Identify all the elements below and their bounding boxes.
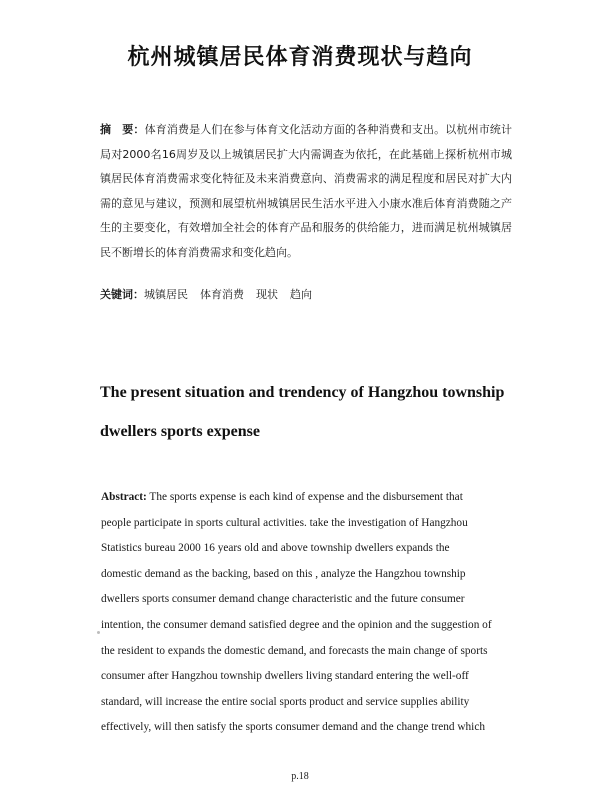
page-number: p.18: [291, 771, 309, 782]
english-title-line-2: dwellers sports expense: [100, 423, 260, 440]
english-abstract: [101, 485, 521, 741]
english-abstract-text: The sports expense is each kind of expense and the disbursement that: [146, 491, 463, 503]
english-abstract-label: Abstract:: [101, 491, 147, 503]
chinese-keywords-label: 关键词：: [100, 288, 144, 301]
english-abstract-line: [101, 485, 521, 511]
chinese-abstract: [100, 118, 512, 265]
english-title: [100, 373, 530, 451]
english-title-line-1: The present situation and trendency of Hangzhou township: [100, 384, 505, 401]
keyword-item: 体育消费: [200, 288, 244, 301]
english-abstract-line: dwellers sports consumer demand change characteristic and the future consumer: [101, 593, 465, 606]
english-abstract-line: effectively, will then satisfy the sports consumer demand and the change trend which: [101, 721, 485, 734]
english-abstract-line: standard, will increase the entire social sports product and service supplies ability: [101, 695, 470, 708]
english-abstract-line: people participate in sports cultural activities. take the investigation of Hangzhou: [101, 516, 468, 529]
english-abstract-line: the resident to expands the domestic demand, and forecasts the main change of sports: [101, 644, 488, 657]
chinese-keywords: [100, 286, 512, 302]
english-abstract-line: intention, the consumer demand satisfied degree and the opinion and the suggestion of: [101, 618, 492, 631]
chinese-abstract-label: 摘 要：: [100, 123, 145, 136]
chinese-abstract-text: 体育消费是人们在参与体育文化活动方面的各种消费和支出。以杭州市统计局对2000名16周岁及以上城镇居民扩大内需调查为依托，在此基础上探析杭州市城镇居民体育消费需求变化特征及未来消费意向、消费需求的满足程度和居民对扩大内需的意见与建议，预测和展望杭州城镇居民生活水平进入小康水准后体育消费随之产生的主要变化，有效增加全社会的体育产品和服务的供给能力，进而满足杭州城镇居民不断增长的体育消费需求和变化趋向。: [100, 123, 513, 259]
english-abstract-line: Statistics bureau 2000 16 years old and above township dwellers expands the: [101, 542, 450, 555]
keyword-item: 趋向: [290, 288, 312, 301]
keyword-item: 现状: [256, 288, 278, 301]
scan-speck: [97, 631, 100, 634]
chinese-title: 杭州城镇居民体育消费现状与趋向: [127, 45, 473, 70]
keyword-item: 城镇居民: [144, 288, 188, 301]
english-abstract-line: domestic demand as the backing, based on this , analyze the Hangzhou township: [101, 567, 466, 580]
english-abstract-line: consumer after Hangzhou township dwellers living standard entering the well-off: [101, 670, 469, 683]
